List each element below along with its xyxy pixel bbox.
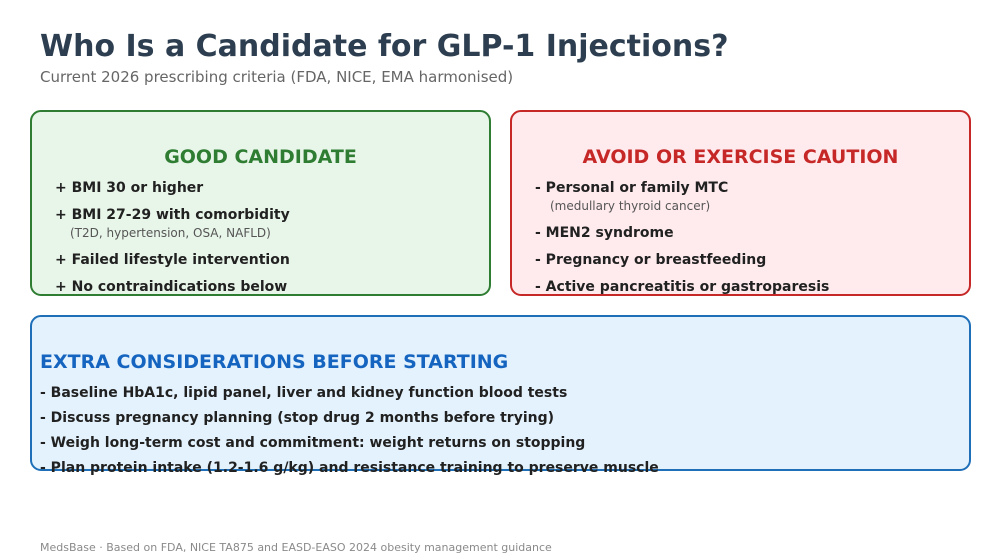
good-item-no-contraindications: + No contraindications below <box>55 279 288 295</box>
avoid-item-men2: - MEN2 syndrome <box>535 225 674 241</box>
page-title: Who Is a Candidate for GLP-1 Injections? <box>40 29 729 64</box>
good-candidate-heading: GOOD CANDIDATE <box>164 146 357 168</box>
avoid-item-pregnancy: - Pregnancy or breastfeeding <box>535 252 767 268</box>
extra-item-protein-training: - Plan protein intake (1.2-1.6 g/kg) and resistance training to preserve muscle <box>40 460 659 476</box>
avoid-item-pancreatitis: - Active pancreatitis or gastroparesis <box>535 279 830 295</box>
good-candidate-card <box>30 110 491 296</box>
good-item-lifestyle: + Failed lifestyle intervention <box>55 252 290 268</box>
extra-item-pregnancy-planning: - Discuss pregnancy planning (stop drug 2 months before trying) <box>40 410 555 426</box>
good-item-comorbidity-note: (T2D, hypertension, OSA, NAFLD) <box>70 226 271 240</box>
page-subtitle: Current 2026 prescribing criteria (FDA, NICE, EMA harmonised) <box>40 68 514 86</box>
page-footer: MedsBase · Based on FDA, NICE TA875 and EASD-EASO 2024 obesity management guidance <box>40 541 552 554</box>
extra-item-baseline-tests: - Baseline HbA1c, lipid panel, liver and kidney function blood tests <box>40 385 568 401</box>
avoid-item-mtc: - Personal or family MTC <box>535 180 729 196</box>
extra-considerations-heading: EXTRA CONSIDERATIONS BEFORE STARTING <box>40 351 509 373</box>
good-item-bmi-30: + BMI 30 or higher <box>55 180 204 196</box>
good-item-bmi-27-29: + BMI 27-29 with comorbidity <box>55 207 290 223</box>
avoid-caution-heading: AVOID OR EXERCISE CAUTION <box>582 146 899 168</box>
avoid-item-mtc-note: (medullary thyroid cancer) <box>550 199 711 213</box>
extra-item-cost-commitment: - Weigh long-term cost and commitment: weight returns on stopping <box>40 435 586 451</box>
